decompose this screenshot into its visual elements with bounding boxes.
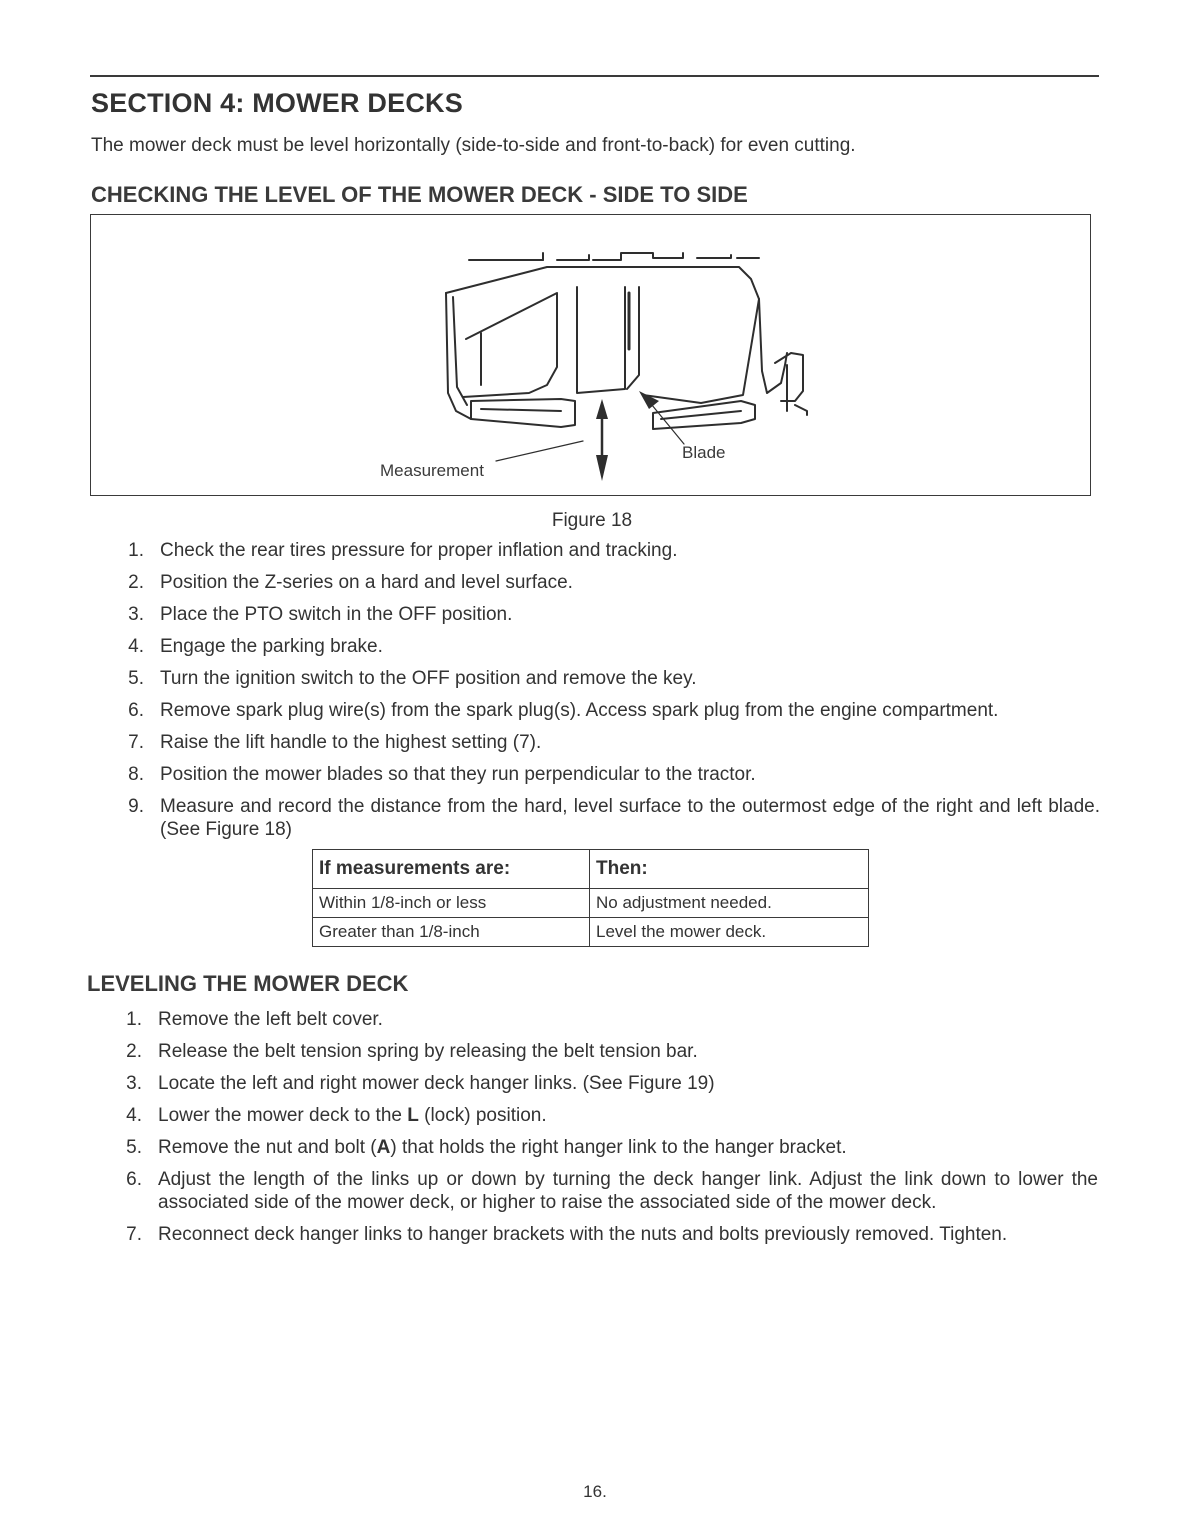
list-item: 9. Measure and record the distance from the hard, level surface to the outermost edge of the right and left blade. (See Figure 18) [128, 796, 1100, 840]
table-header-row [313, 850, 869, 889]
measurement-table [312, 849, 869, 947]
table-cell: Within 1/8-inch or less [313, 889, 590, 918]
center-baffle [577, 287, 625, 393]
list-item: 7. Reconnect deck hanger links to hanger brackets with the nuts and bolts previously removed. Tighten. [126, 1224, 1008, 1245]
measurement-leader [496, 441, 583, 461]
side-bracket [775, 353, 803, 401]
list-item: 6. Adjust the length of the links up or down by turning the deck hanger link. Adjust the link down to lower the associated side of the mower deck, or higher to raise the associated side of the mower deck. [126, 1169, 1098, 1213]
table-cell: No adjustment needed. [590, 889, 869, 918]
list-item: 8. Position the mower blades so that they run perpendicular to the tractor. [128, 764, 756, 785]
left-blade-edge [471, 399, 575, 427]
table-row [313, 918, 869, 947]
page-number: 16. [583, 1482, 607, 1501]
table-header-cell: If measurements are: [313, 850, 590, 889]
list-item: 7. Raise the lift handle to the highest setting (7). [128, 732, 542, 753]
list-item: 6. Remove spark plug wire(s) from the spark plug(s). Access spark plug from the engine compartment. [128, 700, 999, 721]
lock-position-letter: L [407, 1105, 419, 1126]
list-item: 1. Remove the left belt cover. [126, 1009, 383, 1030]
section-title: SECTION 4: MOWER DECKS [91, 88, 463, 118]
list-item: 5. Turn the ignition switch to the OFF position and remove the key. [128, 668, 697, 689]
section-top-rule [90, 75, 1099, 77]
leveling-steps-list [126, 1008, 1098, 1255]
deck-shell-outline [446, 267, 787, 393]
checking-heading: CHECKING THE LEVEL OF THE MOWER DECK - SIDE TO SIDE [91, 182, 748, 207]
frame-rail [469, 253, 759, 260]
section-intro: The mower deck must be level horizontally (side-to-side and front-to-back) for even cutting. [91, 135, 856, 156]
table-cell: Greater than 1/8-inch [313, 918, 590, 947]
bolt-callout-letter: A [376, 1137, 391, 1158]
figure-18-frame [90, 214, 1091, 496]
list-item: 1. Check the rear tires pressure for proper inflation and tracking. [128, 540, 678, 561]
list-item: 2. Release the belt tension spring by releasing the belt tension bar. [126, 1041, 698, 1062]
table-header-cell: Then: [590, 850, 869, 889]
table-row [313, 889, 869, 918]
leveling-heading: LEVELING THE MOWER DECK [87, 971, 409, 996]
figure-label-blade: Blade [682, 443, 726, 462]
list-item: 2. Position the Z-series on a hard and level surface. [128, 572, 573, 593]
checking-steps-list [128, 539, 1100, 841]
table-cell: Level the mower deck. [590, 918, 869, 947]
list-item: 5. Remove the nut and bolt (A) that holds the right hanger link to the hanger bracket. [126, 1137, 847, 1158]
figure-caption: Figure 18 [551, 510, 633, 531]
figure-label-measurement: Measurement [380, 461, 484, 480]
list-item: 3. Locate the left and right mower deck hanger links. (See Figure 19) [126, 1073, 715, 1094]
list-item: 3. Place the PTO switch in the OFF position. [128, 604, 513, 625]
mower-deck-diagram [91, 215, 1092, 497]
list-item: 4. Engage the parking brake. [128, 636, 383, 657]
list-item: 4. Lower the mower deck to the L (lock) position. [126, 1105, 547, 1126]
